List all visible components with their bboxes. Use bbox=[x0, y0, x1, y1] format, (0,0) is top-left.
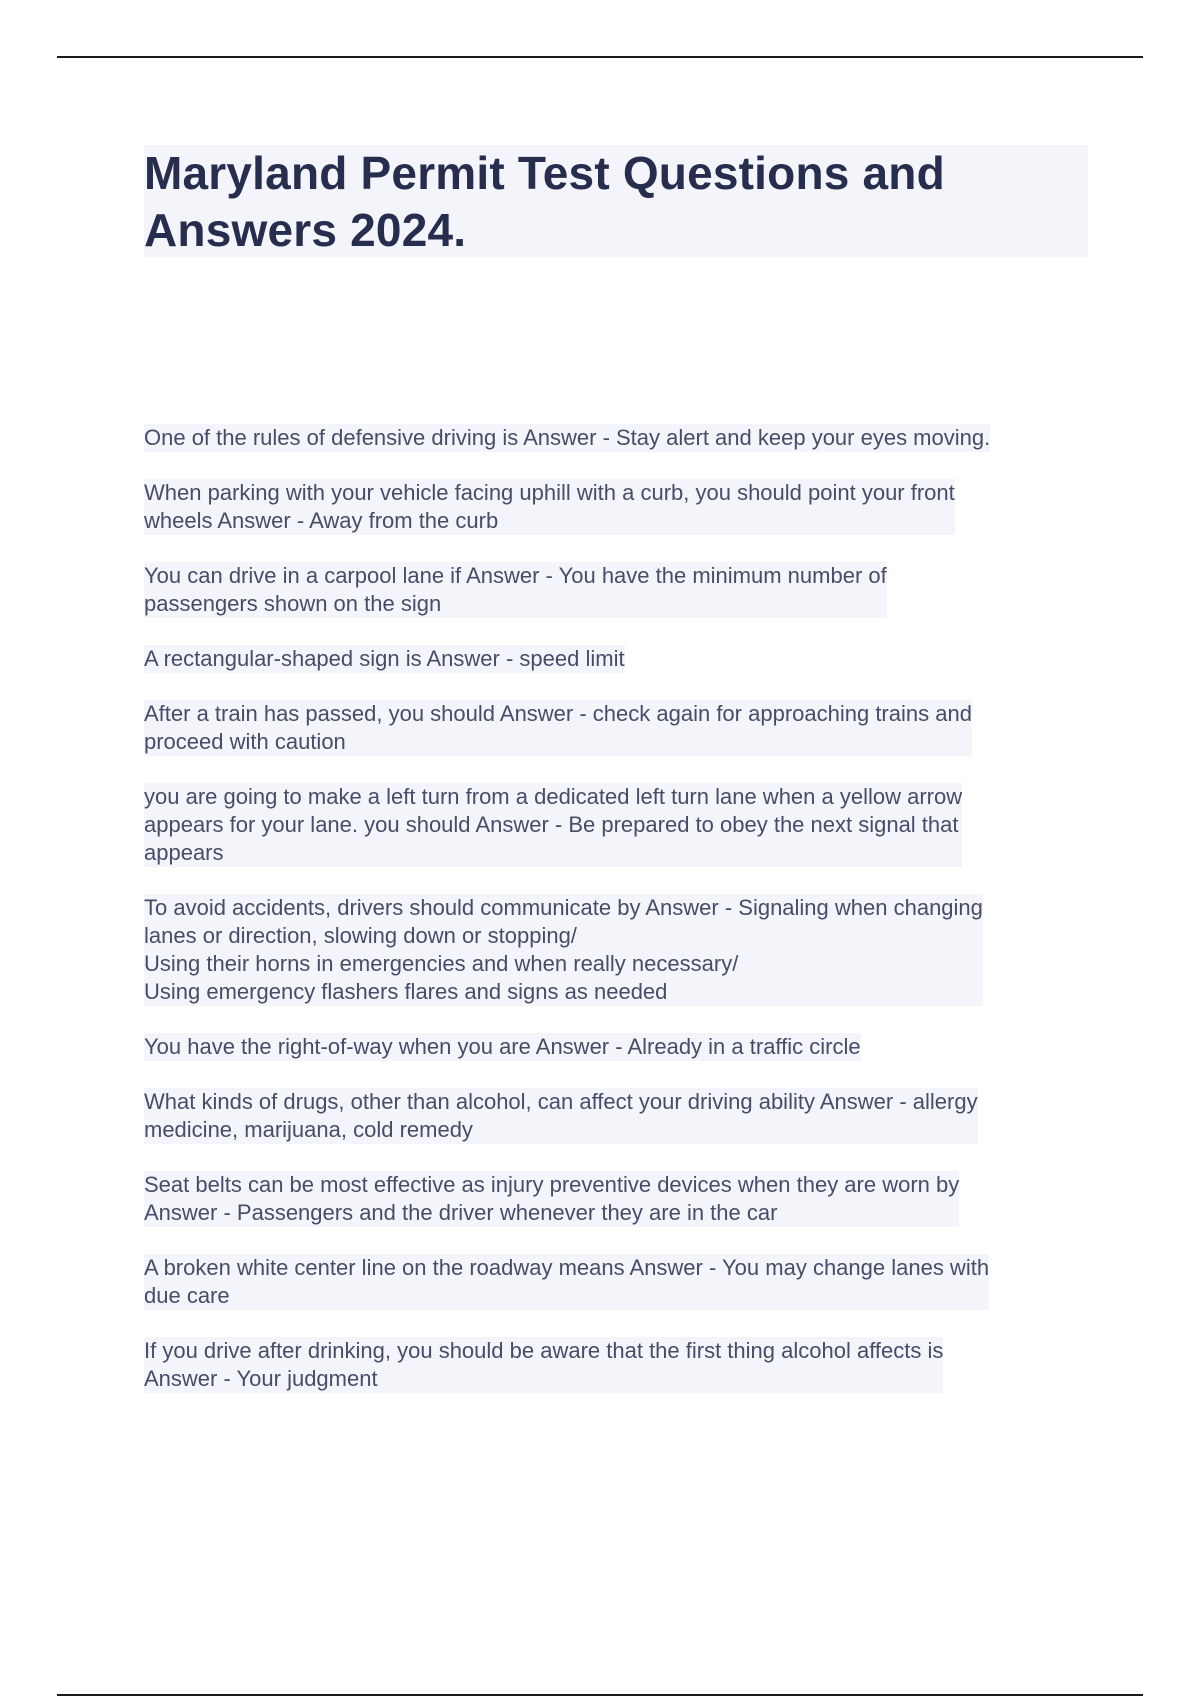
qa-text-line: proceed with caution bbox=[144, 729, 346, 754]
qa-text-line: After a train has passed, you should Answer - check again for approaching trains and bbox=[144, 701, 972, 726]
top-rule bbox=[57, 56, 1143, 58]
qa-text-line: To avoid accidents, drivers should communicate by Answer - Signaling when changing bbox=[144, 895, 983, 920]
qa-text-line: If you drive after drinking, you should be aware that the first thing alcohol affects is bbox=[144, 1338, 944, 1363]
qa-text-line: A broken white center line on the roadway means Answer - You may change lanes with bbox=[144, 1255, 990, 1280]
qa-text-line: One of the rules of defensive driving is Answer - Stay alert and keep your eyes moving. bbox=[144, 425, 991, 450]
qa-text-line: Using emergency flashers flares and signs as needed bbox=[144, 979, 668, 1004]
qa-text-line: You have the right-of-way when you are Answer - Already in a traffic circle bbox=[144, 1034, 861, 1059]
qa-text-line: Answer - Passengers and the driver whenever they are in the car bbox=[144, 1200, 778, 1225]
qa-item bbox=[144, 424, 990, 452]
qa-text-line: passengers shown on the sign bbox=[144, 591, 442, 616]
qa-item bbox=[144, 479, 955, 535]
qa-list bbox=[144, 424, 1088, 1420]
qa-item bbox=[144, 1337, 943, 1393]
title-line: Maryland Permit Test Questions and bbox=[144, 147, 945, 199]
qa-text-line: When parking with your vehicle facing uphill with a curb, you should point your front bbox=[144, 480, 955, 505]
qa-item bbox=[144, 1171, 959, 1227]
bottom-rule bbox=[57, 1694, 1143, 1696]
qa-text-line: What kinds of drugs, other than alcohol, can affect your driving ability Answer - allergy bbox=[144, 1089, 978, 1114]
qa-text-line: lanes or direction, slowing down or stopping/ bbox=[144, 923, 577, 948]
qa-item bbox=[144, 562, 887, 618]
title-line: Answers 2024. bbox=[144, 204, 467, 256]
qa-text-line: A rectangular-shaped sign is Answer - speed limit bbox=[144, 646, 625, 671]
qa-text-line: Using their horns in emergencies and when really necessary/ bbox=[144, 951, 739, 976]
qa-text-line: You can drive in a carpool lane if Answer - You have the minimum number of bbox=[144, 563, 887, 588]
qa-text-line: medicine, marijuana, cold remedy bbox=[144, 1117, 473, 1142]
qa-item bbox=[144, 700, 972, 756]
qa-text-line: due care bbox=[144, 1283, 230, 1308]
title-block bbox=[144, 145, 1088, 257]
document-title bbox=[144, 145, 1088, 259]
qa-item bbox=[144, 645, 625, 673]
qa-item bbox=[144, 1033, 861, 1061]
qa-text-line: you are going to make a left turn from a dedicated left turn lane when a yellow arrow bbox=[144, 784, 963, 809]
qa-item bbox=[144, 894, 983, 1006]
qa-item bbox=[144, 783, 962, 867]
qa-text-line: wheels Answer - Away from the curb bbox=[144, 508, 499, 533]
qa-text-line: Seat belts can be most effective as injury preventive devices when they are worn by bbox=[144, 1172, 960, 1197]
qa-text-line: appears for your lane. you should Answer - Be prepared to obey the next signal that bbox=[144, 812, 959, 837]
qa-text-line: Answer - Your judgment bbox=[144, 1366, 378, 1391]
qa-item bbox=[144, 1254, 989, 1310]
qa-item bbox=[144, 1088, 978, 1144]
qa-text-line: appears bbox=[144, 840, 224, 865]
